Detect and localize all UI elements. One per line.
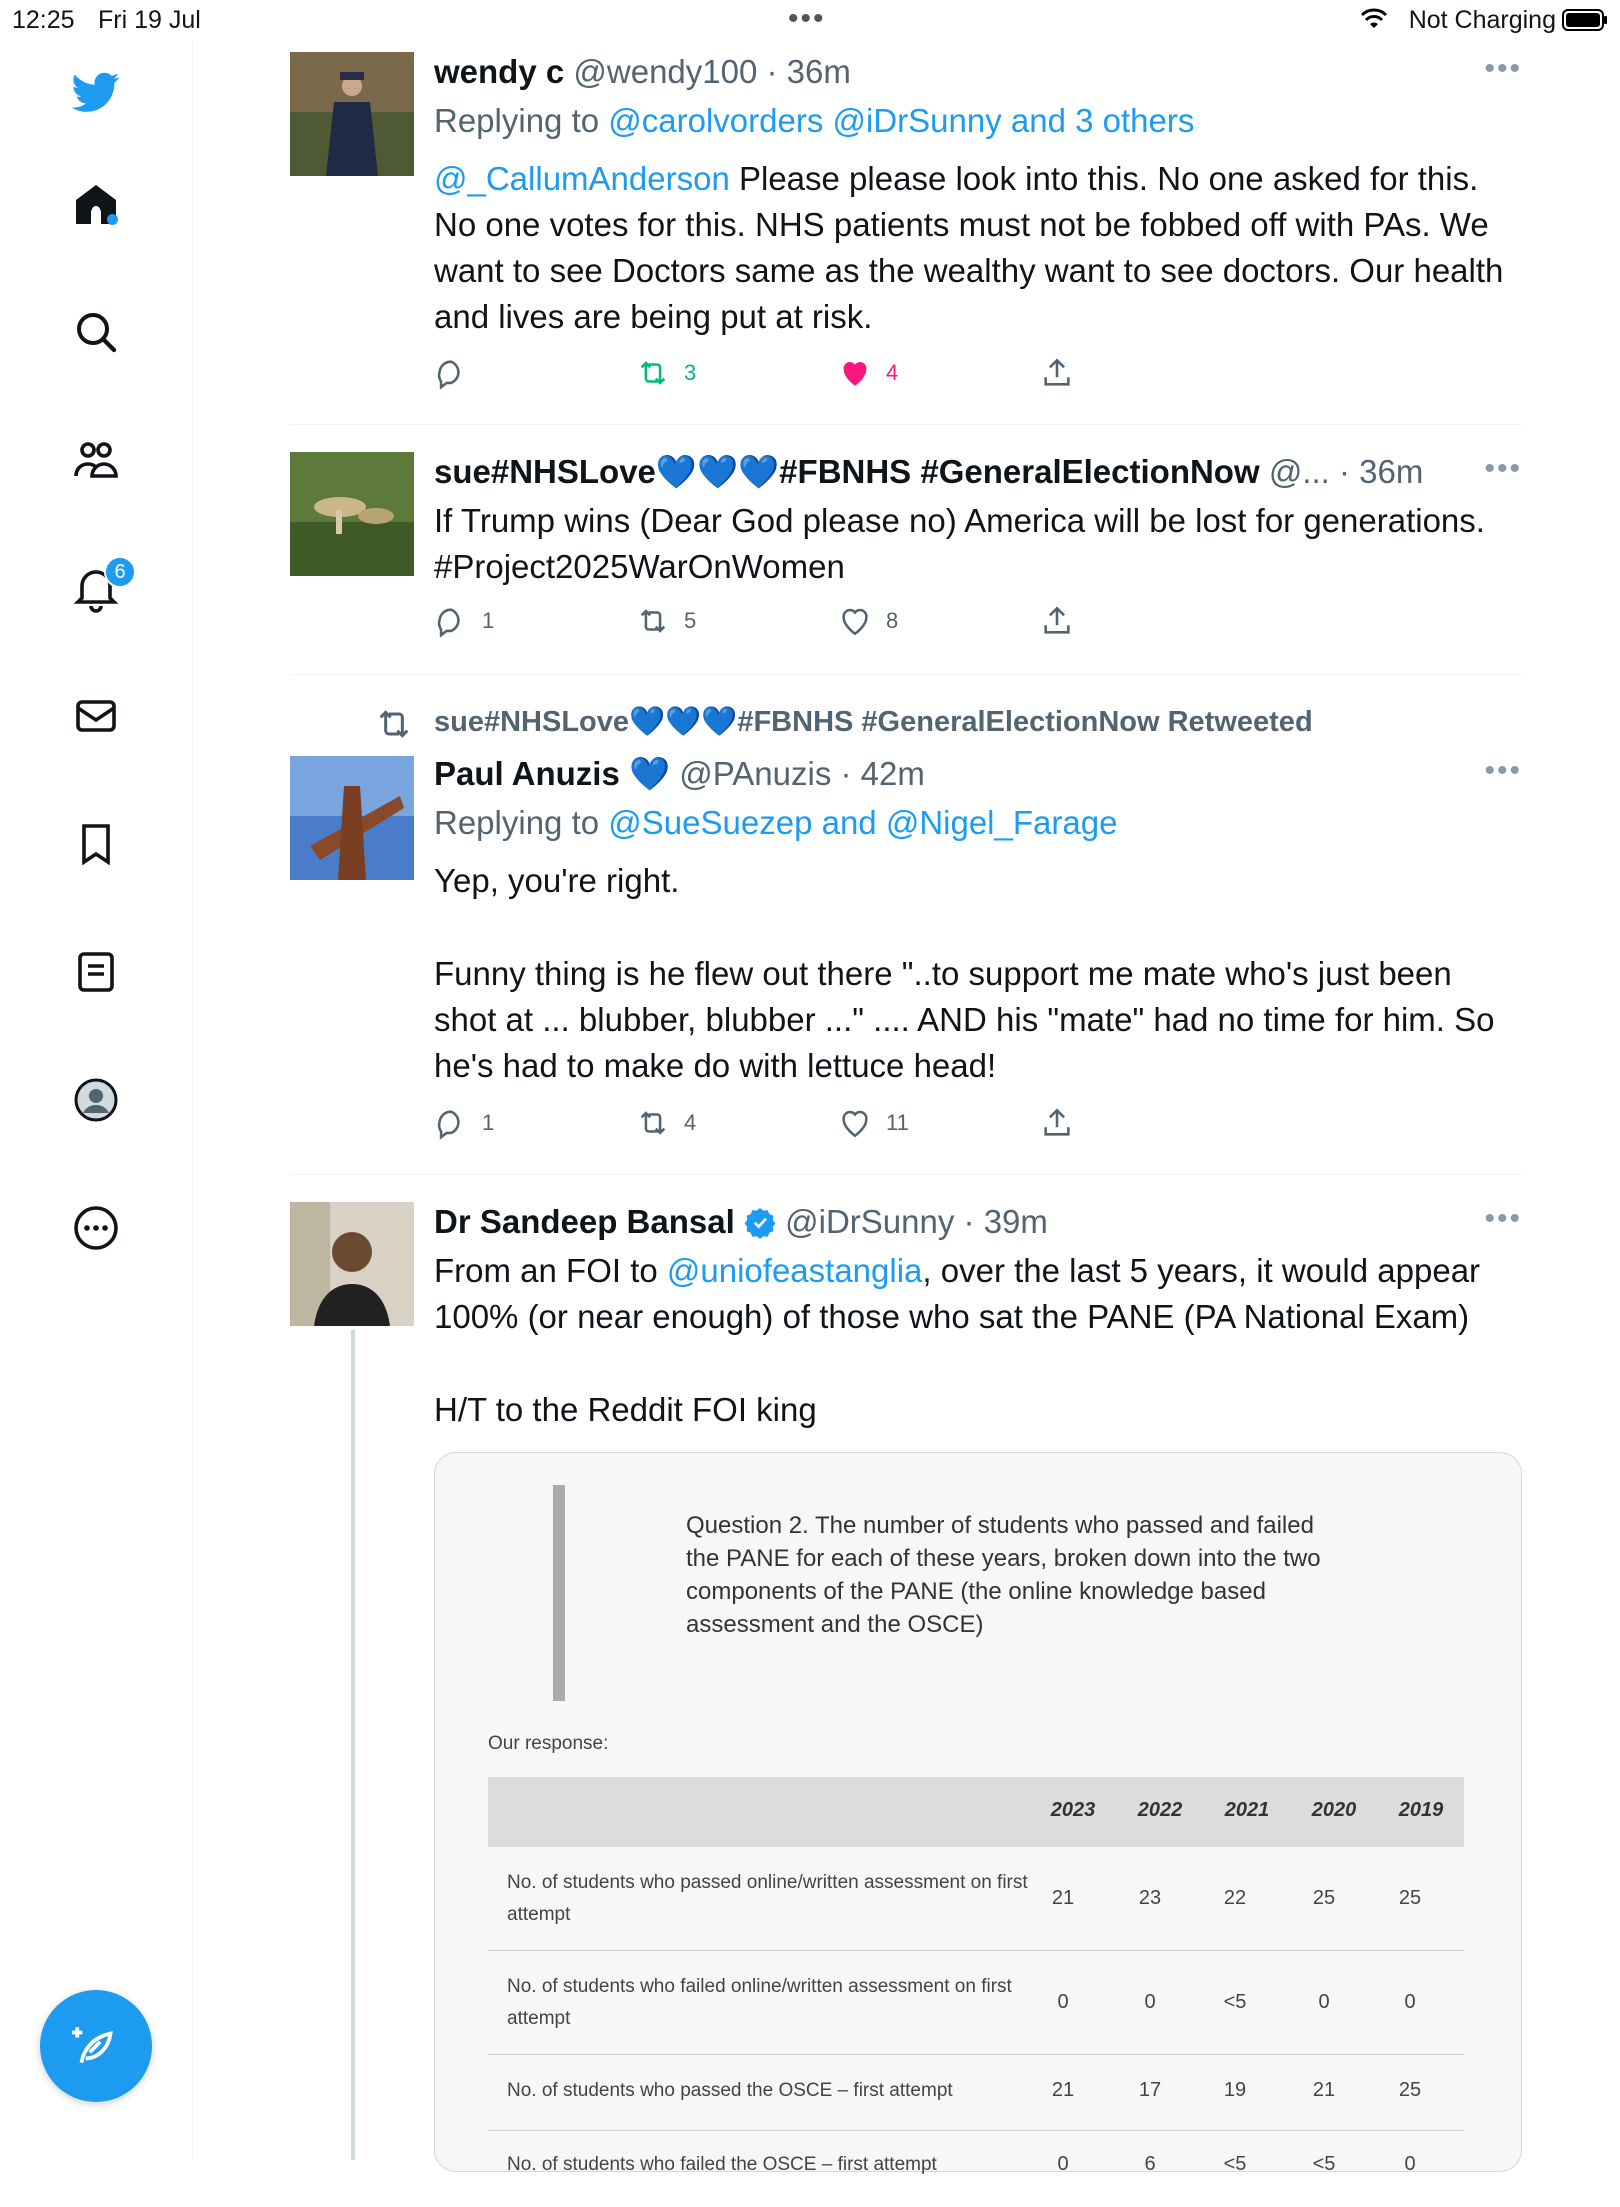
heart-icon <box>838 604 872 638</box>
replying-to-link[interactable]: @carolvorders @iDrSunny and 3 others <box>608 102 1195 139</box>
row-label: No. of students who failed online/written assessment on first attempt <box>507 1976 1012 2029</box>
divider <box>290 424 1522 425</box>
retweeted-icon <box>374 704 414 744</box>
cell-value: 6 <box>1144 2153 1156 2175</box>
year-header: 2020 <box>1311 1799 1357 1821</box>
status-time: 12:25 <box>12 6 75 34</box>
search-icon[interactable] <box>66 302 126 362</box>
tweet-content <box>434 52 1522 340</box>
verified-badge-icon <box>744 1206 776 1238</box>
tweet-content <box>434 1202 1522 1433</box>
quote-bar <box>553 1485 565 1701</box>
avatar[interactable] <box>290 1202 414 1326</box>
table-row <box>488 1951 1464 2055</box>
year-header: 2021 <box>1224 1799 1270 1821</box>
row-label: No. of students who failed the OSCE – first attempt <box>507 2154 937 2175</box>
table-row <box>488 2131 1464 2207</box>
cell-value: 19 <box>1223 2079 1247 2101</box>
year-header: 2022 <box>1137 1799 1183 1821</box>
cell-value: 0 <box>1057 1991 1069 2013</box>
table-row <box>488 2055 1464 2131</box>
notification-badge: 6 <box>104 556 136 588</box>
cell-value: 25 <box>1398 2079 1422 2101</box>
like-count: 8 <box>886 608 899 633</box>
cell-value: 23 <box>1138 1887 1162 1909</box>
more-icon[interactable]: ••• <box>1484 452 1522 485</box>
home-icon[interactable] <box>66 174 126 234</box>
compose-tweet-button[interactable] <box>40 1990 152 2102</box>
retweet-icon <box>636 1106 670 1140</box>
tweet-text-line2: Funny thing is he flew out there "..to support me mate who's just been shot at ... blubber, blubber ..." .... AND his "mate" had no time for him. So he's had to make do with lettuce head! <box>434 955 1495 1084</box>
cell-value: 0 <box>1404 2153 1416 2175</box>
cell-value: 0 <box>1404 1991 1416 2013</box>
author-name[interactable]: Dr Sandeep Bansal <box>434 1203 735 1240</box>
messages-icon[interactable] <box>66 686 126 746</box>
author-handle[interactable]: @PAnuzis <box>679 755 832 792</box>
cell-value: 21 <box>1051 1887 1075 1909</box>
tweet-text-line1: Yep, you're right. <box>434 862 680 899</box>
tweet-time[interactable]: · 36m <box>1339 453 1424 490</box>
retweet-count: 3 <box>684 360 697 385</box>
row-label: No. of students who passed the OSCE – first attempt <box>507 2080 953 2101</box>
cell-value: <5 <box>1223 2153 1247 2175</box>
avatar[interactable] <box>290 756 414 880</box>
tweet-actions <box>434 604 1134 644</box>
like-button[interactable] <box>838 604 898 638</box>
year-header: 2019 <box>1398 1799 1444 1821</box>
reply-icon <box>434 356 468 390</box>
retweet-count: 4 <box>684 1110 697 1135</box>
cell-value: 21 <box>1312 2079 1336 2101</box>
reply-button[interactable] <box>434 604 494 638</box>
author-handle[interactable]: @wendy100 <box>573 53 758 90</box>
cell-value: 21 <box>1051 2079 1075 2101</box>
tweet[interactable] <box>290 452 1522 672</box>
cell-value: 25 <box>1398 1887 1422 1909</box>
tweet-text <box>434 1248 1522 1340</box>
charging-status: Not Charging <box>1408 6 1556 34</box>
multitask-dots-icon[interactable]: ••• <box>788 2 826 35</box>
share-icon <box>1040 356 1074 390</box>
sidebar <box>0 40 193 2160</box>
tweet-content <box>434 452 1522 590</box>
reply-count: 1 <box>482 1110 495 1135</box>
more-icon[interactable]: ••• <box>1484 1202 1522 1235</box>
like-button[interactable] <box>838 1106 909 1140</box>
mention-link[interactable]: @uniofeastanglia <box>666 1252 923 1289</box>
avatar[interactable] <box>290 52 414 176</box>
profile-icon[interactable] <box>66 1070 126 1130</box>
bookmarks-icon[interactable] <box>66 814 126 874</box>
like-count: 11 <box>886 1110 909 1135</box>
battery-icon <box>1562 8 1608 32</box>
tweet-header <box>434 452 1454 492</box>
divider <box>290 1174 1522 1175</box>
twitter-logo-icon[interactable] <box>66 62 126 122</box>
share-icon <box>1040 604 1074 638</box>
cell-value: 0 <box>1144 1991 1156 2013</box>
table-row <box>488 1847 1464 1951</box>
year-header: 2023 <box>1050 1799 1096 1821</box>
tweet-time[interactable]: · 39m <box>963 1203 1048 1240</box>
heart-icon <box>838 1106 872 1140</box>
cell-value: <5 <box>1223 1991 1247 2013</box>
share-button[interactable] <box>1040 356 1074 390</box>
foi-our-response: Our response: <box>488 1733 609 1754</box>
cell-value: 22 <box>1223 1887 1247 1909</box>
tweet-time[interactable]: · 36m <box>766 53 851 90</box>
share-button[interactable] <box>1040 1106 1074 1140</box>
cell-value: 17 <box>1138 2079 1162 2101</box>
tweet-actions <box>434 356 1134 396</box>
tweet-time[interactable]: · 42m <box>840 755 925 792</box>
replying-prefix: Replying to <box>434 102 600 139</box>
tweet-header <box>434 754 1522 794</box>
replying-prefix: Replying to <box>434 804 600 841</box>
author-handle[interactable]: @... <box>1268 453 1330 490</box>
reply-button[interactable] <box>434 356 482 390</box>
communities-icon[interactable] <box>66 430 126 490</box>
divider <box>290 674 1522 675</box>
cell-value: 0 <box>1318 1991 1330 2013</box>
cell-value: <5 <box>1312 2153 1336 2175</box>
status-date: Fri 19 Jul <box>98 6 201 34</box>
author-name[interactable]: wendy c <box>434 53 565 90</box>
lists-icon[interactable] <box>66 942 126 1002</box>
retweet-icon <box>636 604 670 638</box>
replying-to <box>434 98 1522 144</box>
hashtag-link[interactable]: #Project2025WarOnWomen <box>434 548 845 585</box>
tweet-header <box>434 1202 1522 1242</box>
retweet-icon <box>636 356 670 390</box>
wifi-icon <box>1360 8 1388 30</box>
more-icon[interactable]: ••• <box>1484 754 1522 787</box>
reply-button[interactable] <box>434 1106 494 1140</box>
heart-filled-icon <box>838 356 872 390</box>
retweet-button[interactable] <box>636 604 696 638</box>
home-unread-dot <box>107 214 118 225</box>
reply-icon <box>434 604 468 638</box>
retweet-count: 5 <box>684 608 697 633</box>
like-count: 4 <box>886 360 899 385</box>
replying-to <box>434 800 1522 846</box>
foi-question: Question 2. The number of students who passed and failed the PANE for each of these years, broken down into the two components of the PANE (the online knowledge based assessment and the OSCE) <box>686 1512 1321 1638</box>
avatar[interactable] <box>290 452 414 576</box>
share-button[interactable] <box>1040 604 1074 638</box>
tweet-actions <box>434 1106 1134 1146</box>
author-name[interactable]: Paul Anuzis 💙 <box>434 755 671 792</box>
mention-link[interactable]: @_CallumAnderson <box>434 160 730 197</box>
retweet-button[interactable] <box>636 1106 696 1140</box>
retweet-button[interactable] <box>636 356 696 390</box>
tweet-text: If Trump wins (Dear God please no) America will be lost for generations. <box>434 502 1485 539</box>
author-name[interactable]: sue#NHSLove💙💙💙#FBNHS #GeneralElectionNow <box>434 453 1260 490</box>
tweet-content <box>434 754 1522 1089</box>
tweet-text-line2: H/T to the Reddit FOI king <box>434 1391 817 1428</box>
tweet-text-body: Please please look into this. No one asked for this. No one votes for this. NHS patients must not be fobbed off with PAs. We want to see Doctors same as the wealthy want to see doctors. Our health and lives are being put at risk. <box>434 160 1504 335</box>
tweet[interactable] <box>290 754 1522 1154</box>
reply-icon <box>434 1106 468 1140</box>
tweet-text-prefix: From an FOI to <box>434 1252 667 1289</box>
foi-table-header <box>488 1777 1464 1847</box>
more-icon[interactable]: ••• <box>1484 52 1522 85</box>
more-options-icon[interactable] <box>66 1198 126 1258</box>
reply-count: 1 <box>482 608 495 633</box>
cell-value: 25 <box>1312 1887 1336 1909</box>
tweet-text <box>434 156 1522 340</box>
author-handle[interactable]: @iDrSunny <box>785 1203 955 1240</box>
tweet-header <box>434 52 1522 92</box>
row-label: No. of students who passed online/written assessment on first attempt <box>507 1872 1028 1925</box>
tweet[interactable] <box>290 52 1522 392</box>
share-icon <box>1040 1106 1074 1140</box>
retweeted-by-label[interactable]: sue#NHSLove💙💙💙#FBNHS #GeneralElectionNow Retweeted <box>434 706 1313 738</box>
replying-to-link[interactable]: @SueSuezep and @Nigel_Farage <box>608 804 1118 841</box>
cell-value: 0 <box>1057 2153 1069 2175</box>
tweet-image[interactable] <box>434 1452 1522 2175</box>
tweet-text-suffix: , over the last 5 years, it would appear 100% (or near enough) of those who sat the PANE (PA National Exam) <box>434 1252 1481 1335</box>
status-bar <box>0 0 1620 40</box>
foi-table <box>488 1777 1464 2207</box>
like-button[interactable] <box>838 356 898 390</box>
